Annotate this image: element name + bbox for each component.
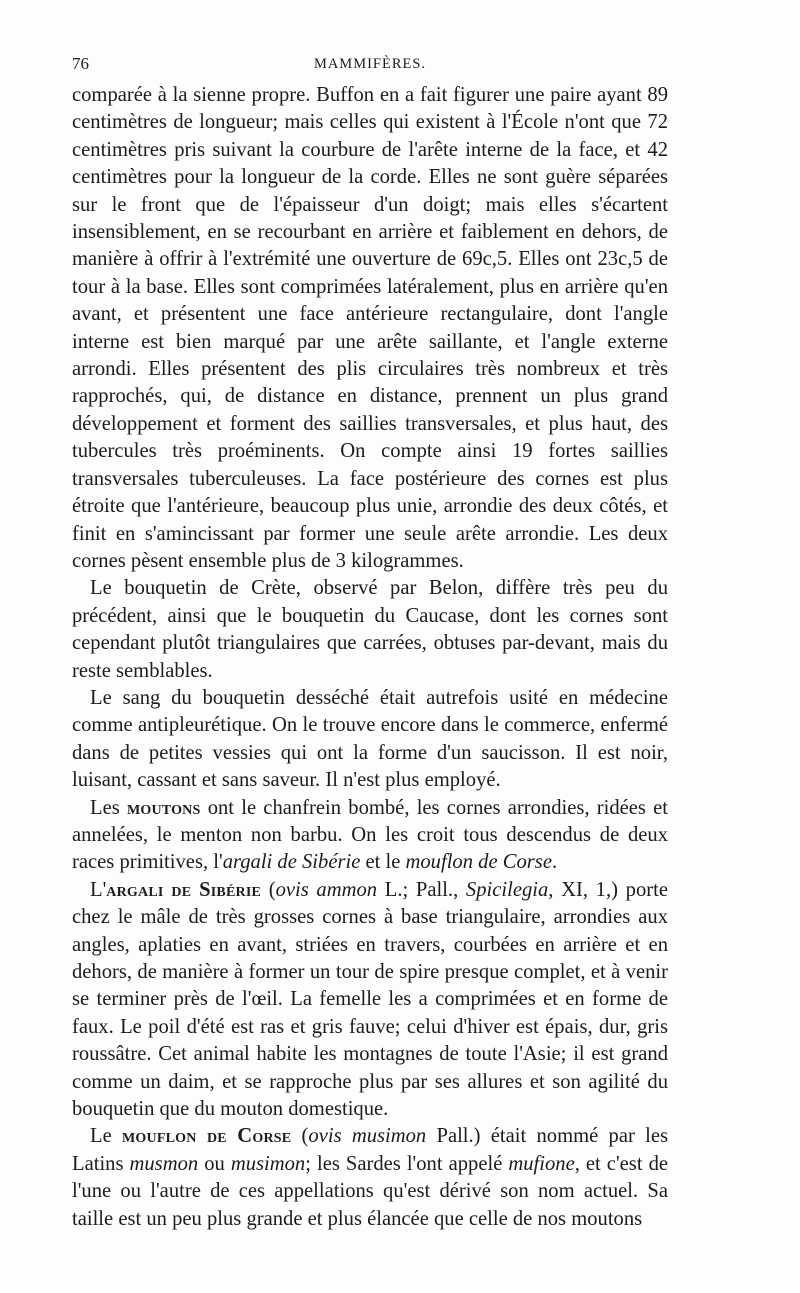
italic-term: ovis musimon <box>308 1125 427 1148</box>
running-title: MAMMIFÈRES. <box>313 56 427 72</box>
paragraph-lead: L' <box>90 878 107 901</box>
paragraph-horns-description: comparée à la sienne propre. Buffon en a fait figurer une paire ayant 89 centimètres de longueur; mais celles qui existent à l'École n'ont que 72 centimètres pris suivant la courbure de l'arête interne de la face, et 42 centimètres pour la longueur de la corde. Elles ne sont guère séparées sur le front que de l'épaisseur d'un doigt; mais elles s'écartent insensiblement, en se recourbant en arrière et faiblement en dehors, de manière à offrir à l'extrémité une ouverture de 69c,5. Elles ont 23c,5 de tour à la base. Elles sont comprimées latéralement, plus en arrière qu'en avant, et présentent une face antérieure rectangulaire, dont l'angle interne est bien marqué par une arête saillante, et l'angle externe arrondi. Elles présentent des plis circulaires très nombreux et très rapprochés, qui, de distance en distance, prennent un plus grand développement et forment des saillies transversales, et plus haut, des tubercules très proéminents. On compte ainsi 19 fortes saillies transversales tuberculeuses. La face postérieure des cornes est plus étroite que l'antérieure, beaucoup plus unie, arrondie des deux côtés, et finit en s'amincissant par former une seule arête arrondie. Les deux cornes pèsent ensemble plus de 3 kilogrammes. <box>72 84 668 572</box>
paragraph-text: ( <box>261 878 276 901</box>
italic-term: ovis ammon <box>275 878 378 901</box>
italic-term: musmon <box>129 1152 199 1175</box>
paragraph-bouquetin-crete: Le bouquetin de Crète, observé par Belon, diffère très peu du précédent, ainsi que le bouquetin du Caucase, dont les cornes sont cependant plutôt triangulaires que carrées, obtuses par-devant, mais du reste semblables. <box>72 577 668 682</box>
paragraph-text: ou <box>198 1152 231 1175</box>
page-header <box>72 52 668 76</box>
italic-term: Spicilegia <box>465 878 549 901</box>
paragraph-text: et le <box>360 851 406 874</box>
italic-term: mouflon de Corse <box>405 851 552 874</box>
paragraph-text: ( <box>291 1125 309 1148</box>
italic-term: mufione <box>508 1152 575 1175</box>
italic-term: argali de Sibérie <box>222 851 361 874</box>
paragraph-argali <box>72 877 668 1124</box>
paragraph-text: , XI, 1,) porte chez le mâle de très grosses cornes à base triangulaire, arrondies aux angles, aplaties en avant, striées en travers, courbées en arrière et en dehors, de manière à former un tour de spire presque complet, et à venir se terminer près de l'œil. La femelle les a comprimées et en forme de faux. Le poil d'été est ras et gris fauve; celui d'hiver est épais, dur, gris roussâtre. Cet animal habite les montagnes de toute l'Asie; il est grand comme un daim, et se rapproche plus par ses allures et son agilité du bouquetin que du mouton domestique. <box>72 878 668 1121</box>
paragraph-lead: Le <box>90 1125 122 1148</box>
page-number: 76 <box>72 54 89 73</box>
term-mouflon: mouflon de Corse <box>122 1125 292 1148</box>
paragraph-lead: Les <box>90 796 127 819</box>
body-text <box>72 82 668 1233</box>
paragraph-moutons <box>72 795 668 877</box>
paragraph-text: ont le chanfrein bombé, les cornes arrondies, ridées et annelées, le menton non barbu. On les croit tous descendus de deux races primitives, l' <box>72 796 669 874</box>
term-moutons: moutons <box>126 796 201 819</box>
paragraph-text: ; les Sardes l'ont appelé <box>305 1152 509 1175</box>
italic-term: musimon <box>230 1152 306 1175</box>
paragraph-text: . <box>551 851 558 874</box>
paragraph-text: , et c'est de l'une ou l'autre de ces appellations qu'est dérivé son nom actuel. Sa taille est un peu plus grande et plus élancée que celle de nos moutons <box>72 1152 669 1230</box>
paragraph-sang-bouquetin: Le sang du bouquetin desséché était autrefois usité en médecine comme antipleurétique. On le trouve encore dans le commerce, enfermé dans de petites vessies qui ont la forme d'un saucisson. Il est noir, luisant, cassant et sans saveur. Il n'est plus employé. <box>72 686 668 792</box>
term-argali: argali de Sibérie <box>106 878 262 901</box>
paragraph-text: Pall.) était nommé par les Latins <box>72 1125 668 1175</box>
paragraph-mouflon <box>72 1123 668 1233</box>
paragraph-text: L.; Pall., <box>377 878 466 901</box>
